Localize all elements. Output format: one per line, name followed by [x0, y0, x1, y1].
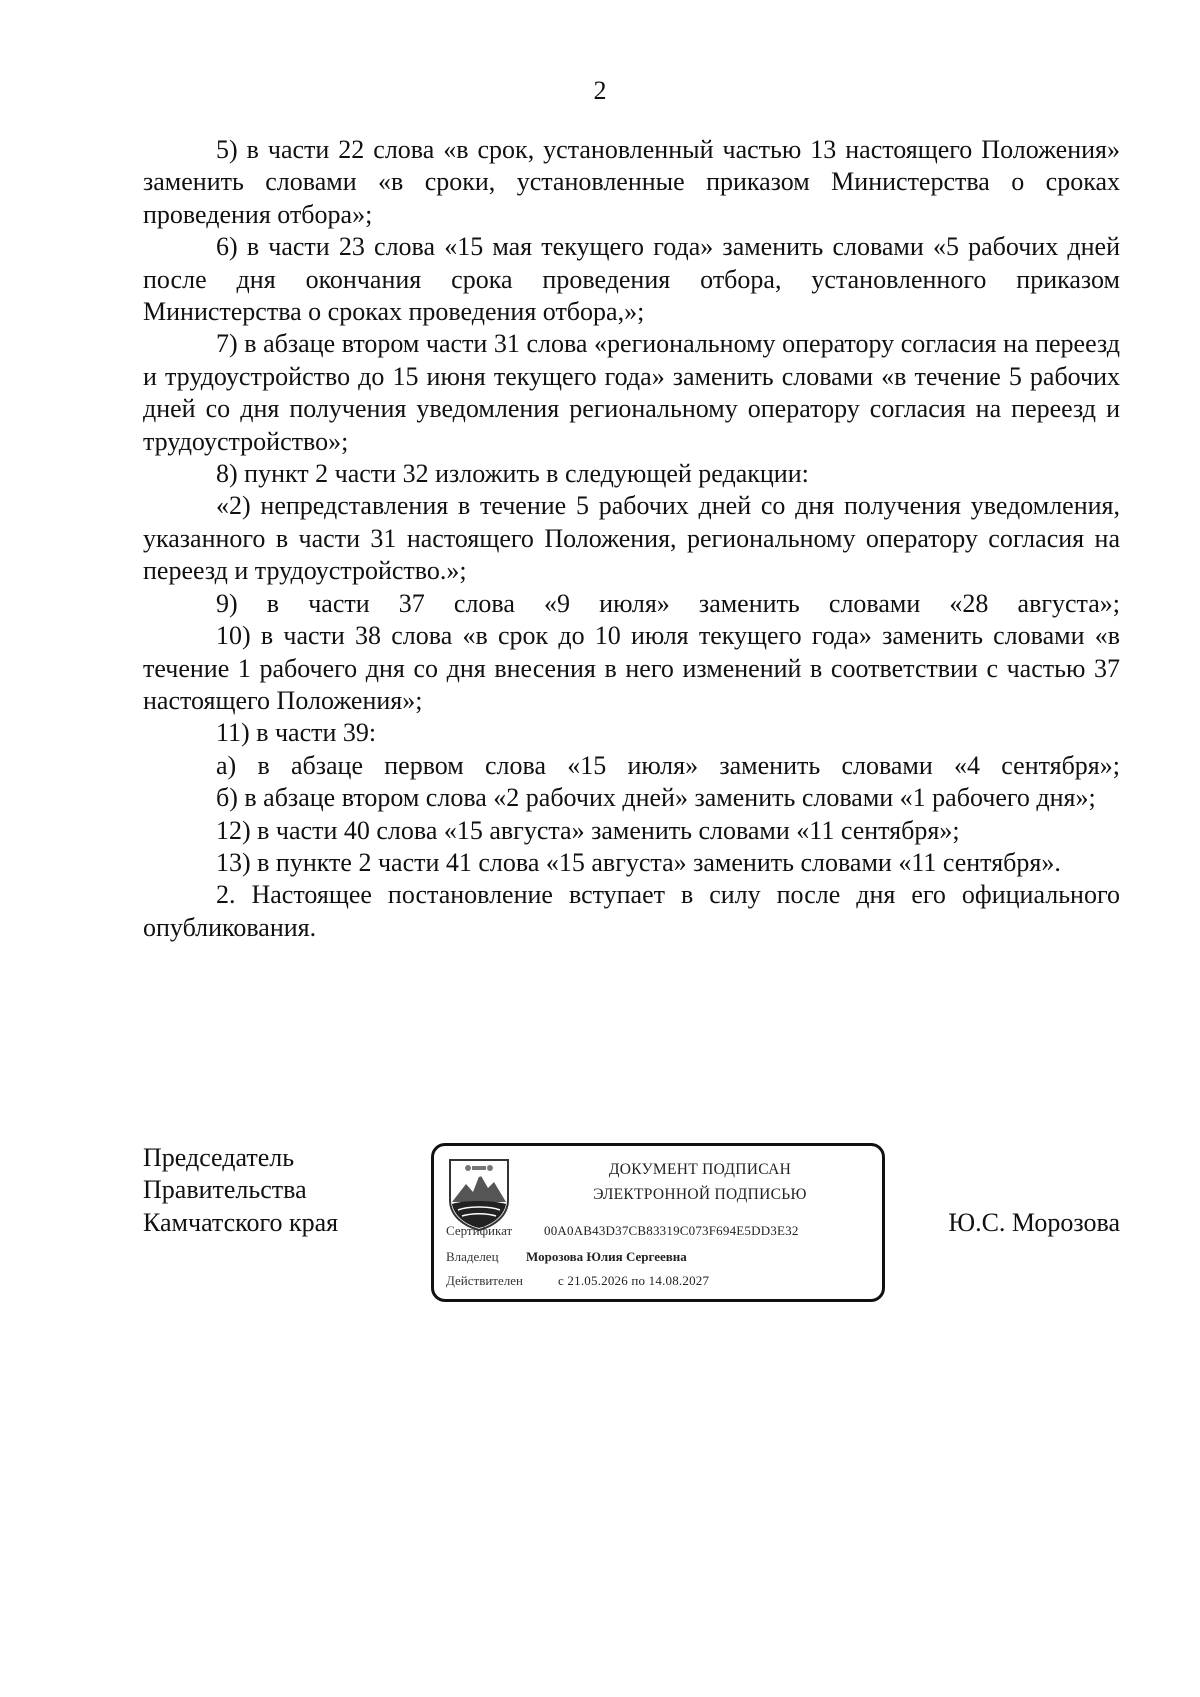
stamp-owner-value: Морозова Юлия Сергеевна — [526, 1249, 687, 1264]
stamp-validity-row — [446, 1272, 709, 1290]
stamp-title-line: ДОКУМЕНТ ПОДПИСАН — [608, 1161, 792, 1178]
signer-position-line: Камчатского края — [143, 1207, 339, 1237]
signer-position-line: Председатель — [143, 1143, 295, 1172]
amendment-item-12: 12) в части 40 слова «15 августа» заменить словами «11 сентября»; — [216, 815, 960, 845]
amendment-item-11-b: б) в абзаце втором слова «2 рабочих дней» заменить словами «1 рабочего дня»; — [216, 783, 1096, 813]
amendment-item-11: 11) в части 39: — [216, 718, 377, 748]
stamp-owner-row — [446, 1248, 687, 1266]
entry-into-force-clause: 2. Настоящее постановление вступает в силу после дня его официального опубликования. — [143, 880, 1120, 942]
stamp-certificate-label: Сертификат — [446, 1223, 513, 1238]
signer-position — [143, 1142, 338, 1239]
stamp-title-line: ЭЛЕКТРОННОЙ ПОДПИСЬЮ — [593, 1186, 807, 1203]
amendment-item-6: 6) в части 23 слова «15 мая текущего года» заменить словами «5 рабочих дней после дня окончания срока проведения отбора, установленного приказом Министерства о сроках проведения отбора,»; — [143, 232, 1120, 327]
stamp-validity-label: Действителен — [446, 1273, 523, 1288]
amendment-item-8-new-text: «2) непредставления в течение 5 рабочих дней со дня получения уведомления, указанного в части 31 настоящего Положения, региональному оператору согласия на переезд и трудоустройство.»; — [143, 491, 1120, 586]
stamp-certificate-row — [446, 1222, 799, 1240]
kamchatka-coat-of-arms-icon — [446, 1156, 512, 1232]
amendment-item-11-a: а) в абзаце первом слова «15 июля» заменить словами «4 сентября»; — [216, 750, 1120, 780]
document-body — [143, 134, 1120, 944]
amendment-item-5: 5) в части 22 слова «в срок, установленный частью 13 настоящего Положения» заменить словами «в сроки, установленные приказом Министерства о сроках проведения отбора»; — [143, 135, 1120, 229]
amendment-item-13: 13) в пункте 2 части 41 слова «15 августа» заменить словами «11 сентября». — [216, 847, 1061, 877]
amendment-item-7: 7) в абзаце втором части 31 слова «региональному оператору согласия на переезд и трудоустройство до 15 июня текущего года» заменить словами «в течение 5 рабочих дней со дня получения уведомления региональному оператору согласия на переезд и трудоустройство»; — [143, 329, 1120, 456]
stamp-certificate-value: 00A0AB43D37CB83319C073F694E5DD3E32 — [544, 1223, 799, 1238]
amendment-item-9: 9) в части 37 слова «9 июля» заменить словами «28 августа»; — [216, 588, 1120, 618]
stamp-owner-label: Владелец — [446, 1249, 499, 1264]
amendment-item-8: 8) пункт 2 части 32 изложить в следующей редакции: — [216, 459, 809, 489]
electronic-signature-stamp — [431, 1143, 885, 1302]
signer-name: Ю.С. Морозова — [948, 1208, 1120, 1237]
amendment-item-10: 10) в части 38 слова «в срок до 10 июля текущего года» заменить словами «в течение 1 рабочего дня со дня внесения в него изменений в соответствии с частью 37 настоящего Положения»; — [143, 621, 1120, 715]
page-number: 2 — [593, 76, 607, 105]
stamp-validity-value: с 21.05.2026 по 14.08.2027 — [558, 1273, 710, 1288]
signer-position-line: Правительства — [143, 1175, 307, 1205]
